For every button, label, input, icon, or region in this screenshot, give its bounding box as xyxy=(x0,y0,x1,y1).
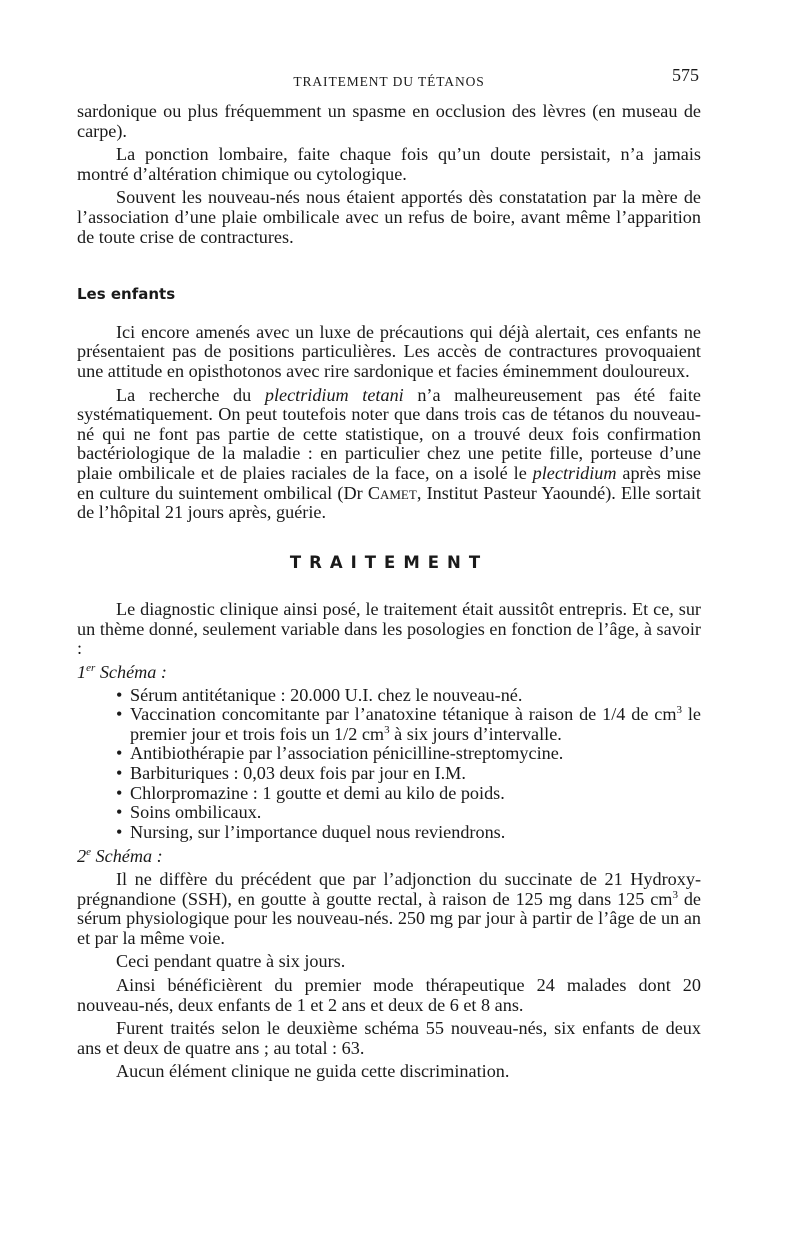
paragraph-children: Ici encore amenés avec un luxe de précautions qui déjà alertait, ces enfants ne présentaient pas de positions particulières. Les accès de contractures provoquaient une attitude en opisthotonos avec rire sardonique et facies éminemment douloureux. xyxy=(77,321,701,381)
list-item: • Barbituriques : 0,03 deux fois par jour en I.M. xyxy=(116,763,466,784)
section-heading-traitement: TRAITEMENT xyxy=(289,552,489,572)
page xyxy=(77,66,701,1086)
paragraph-first-mode: Ainsi bénéficièrent du premier mode thérapeutique 24 malades dont 20 nouveau-nés, deux enfants de 1 et 2 ans et deux de 6 et 8 ans. xyxy=(77,974,701,1015)
section-heading-enfants: Les enfants xyxy=(77,285,176,304)
schema-1-list xyxy=(77,686,701,843)
list-item: • Soins ombilicaux. xyxy=(116,802,262,823)
bullet-icon: • xyxy=(116,704,123,725)
bullet-icon: • xyxy=(116,802,123,823)
paragraph-second-mode: Furent traités selon le deuxième schéma 55 nouveau-nés, six enfants de deux ans et deux de quatre ans ; au total : 63. xyxy=(77,1018,701,1058)
page-number: 575 xyxy=(672,65,699,85)
bullet-icon: • xyxy=(116,684,123,705)
list-item: • Chlorpromazine : 1 goutte et demi au kilo de poids. xyxy=(116,782,505,803)
schema-1-label: 1er Schéma : xyxy=(77,662,167,683)
list-item: • Nursing, sur l’importance duquel nous reviendrons. xyxy=(116,821,506,842)
paragraph-plectridium: La recherche du plectridium tetani n’a malheureusement pas été faite systématiquement. On peut toutefois noter que dans trois cas de tétanos du nouveau-né qui ne font pas partie de cette statistique, on a trouvé deux fois confirmation bactériologique de la maladie : en particulier chez une petite fille, porteuse d’une plaie ombilicale et de plaies raciales de la face, on a isolé le plectridium après mise en culture du suintement ombilical (Dr Camet, Institut Pasteur Yaoundé). Elle sortait de l’hôpital 21 jours après, guérie. xyxy=(77,384,701,523)
paragraph-newborns: Souvent les nouveau-nés nous étaient apportés dès constatation par la mère de l’association d’une plaie ombilicale avec un refus de boire, avant même l’apparition de toute crise de contractures. xyxy=(77,187,701,247)
bullet-icon: • xyxy=(116,821,123,842)
list-item: • Antibiothérapie par l’association pénicilline-streptomycine. xyxy=(116,743,564,764)
bullet-icon: • xyxy=(116,782,123,803)
paragraph-discrimination: Aucun élément clinique ne guida cette discrimination. xyxy=(116,1061,510,1082)
running-title: TRAITEMENT DU TÉTANOS xyxy=(293,74,485,89)
list-item: • Sérum antitétanique : 20.000 U.I. chez le nouveau-né. xyxy=(116,684,523,705)
paragraph-lumbar-puncture: La ponction lombaire, faite chaque fois qu’un doute persistait, n’a jamais montré d’altération chimique ou cytologique. xyxy=(77,144,701,184)
list-item: • Vaccination concomitante par l’anatoxine tétanique à raison de 1/4 de $cm^3$ le premier jour et trois fois un 1/2 $cm^3$ à six jours d’intervalle. xyxy=(116,704,701,744)
paragraph-duration: Ceci pendant quatre à six jours. xyxy=(116,951,346,972)
page-header xyxy=(77,66,701,92)
bullet-icon: • xyxy=(116,743,123,764)
author-name: Camet xyxy=(367,482,417,503)
paragraph-continuation: sardonique ou plus fréquemment un spasme en occlusion des lèvres (en museau de carpe). xyxy=(77,101,701,141)
paragraph-schema-2: Il ne diffère du précédent que par l’adjonction du succinate de 21 Hydroxyprégnandione (SSH), en goutte à goutte rectal, à raison de 125 mg dans 125 $cm^3$ de sérum physiologique pour les nouveau-nés. 250 mg par jour à partir de l’âge de un an et par la même voie. xyxy=(77,869,701,948)
bullet-icon: • xyxy=(116,763,123,784)
schema-2-label: 2e Schéma : xyxy=(77,846,163,867)
paragraph-treatment-intro: Le diagnostic clinique ainsi posé, le traitement était aussitôt entrepris. Et ce, sur un thème donné, seulement variable dans les posologies en fonction de l’âge, à savoir : xyxy=(77,599,701,659)
